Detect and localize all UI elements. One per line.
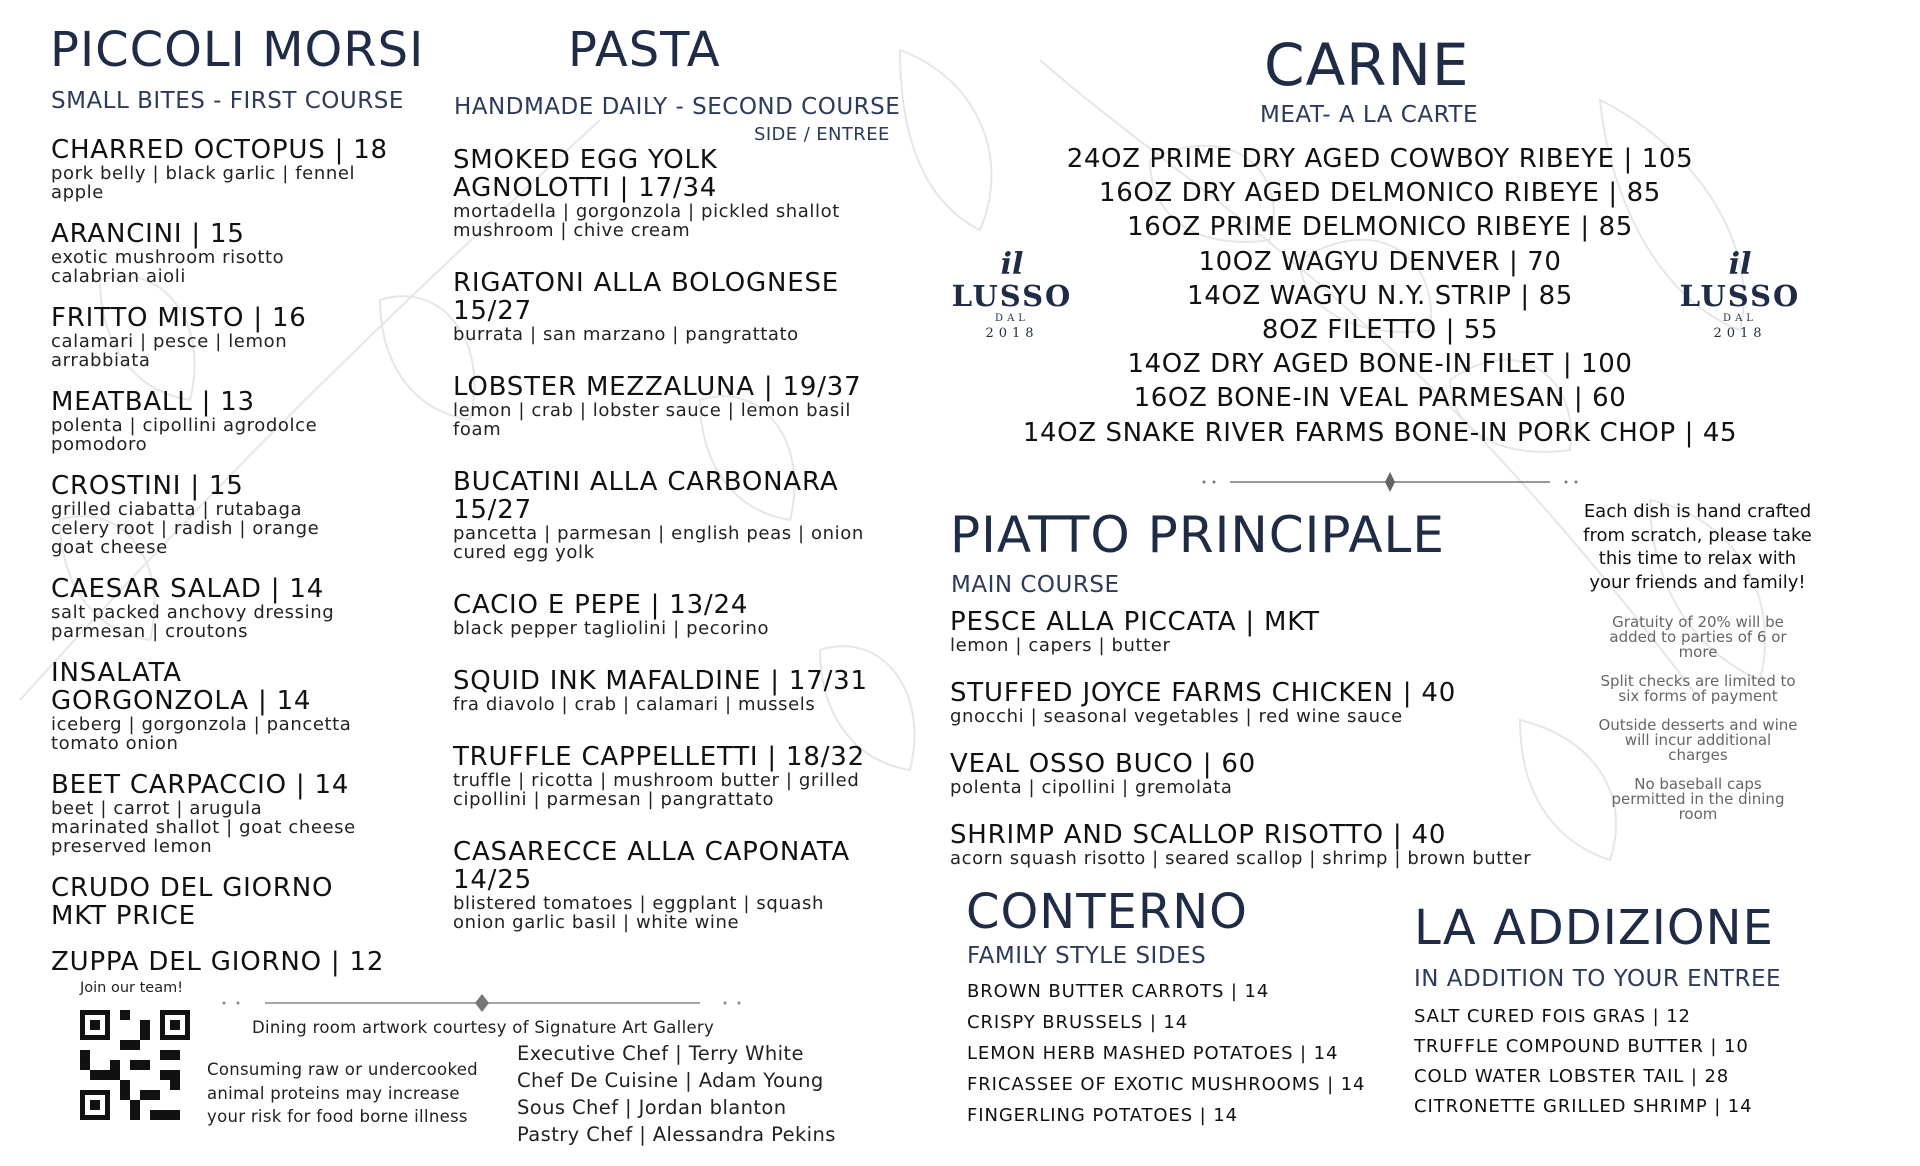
addition-item: TRUFFLE COMPOUND BUTTER | 10 — [1414, 1036, 1749, 1057]
menu-item-description: cured egg yolk — [453, 542, 595, 563]
menu-item — [51, 874, 451, 930]
menu-item-description: polenta | cipollini | gremolata — [950, 777, 1233, 798]
menu-item-description: calabrian aioli — [51, 266, 186, 287]
menu-item-name: 15/27 — [453, 495, 532, 525]
menu-item-description: calamari | pesce | lemon — [51, 331, 288, 352]
menu-item — [950, 679, 1650, 726]
logo-dal: DAL — [995, 313, 1029, 324]
menu-item-name: ZUPPA DEL GIORNO | 12 — [51, 947, 385, 977]
menu-item-description: exotic mushroom risotto — [51, 247, 285, 268]
policy-note-line: permitted in the dining — [1611, 790, 1785, 808]
menu-item-name: PESCE ALLA PICCATA | MKT — [950, 607, 1320, 637]
menu-item-description: mortadella | gorgonzola | pickled shallot — [453, 201, 840, 222]
menu-item-description: preserved lemon — [51, 836, 213, 857]
menu-item-name: CHARRED OCTOPUS | 18 — [51, 135, 388, 165]
menu-item-name: 14/25 — [453, 865, 532, 895]
staff-credit: Executive Chef | Terry White — [517, 1042, 804, 1065]
addition-item: CITRONETTE GRILLED SHRIMP | 14 — [1414, 1096, 1753, 1117]
logo-name: LUSSO — [951, 279, 1073, 313]
menu-item-name: MKT PRICE — [51, 901, 196, 931]
menu-item-name: SHRIMP AND SCALLOP RISOTTO | 40 — [950, 820, 1447, 850]
logo-dal: DAL — [1723, 313, 1757, 324]
piccoli-title: PICCOLI MORSI — [50, 22, 425, 78]
menu-item-description: parmesan | croutons — [51, 621, 249, 642]
carne-list — [980, 142, 1780, 450]
policy-note-line: Outside desserts and wine — [1598, 716, 1798, 734]
menu-item-description: goat cheese — [51, 537, 168, 558]
menu-item — [453, 468, 923, 562]
menu-item-description: polenta | cipollini agrodolce — [51, 415, 318, 436]
carne-subtitle: MEAT- A LA CARTE — [1260, 102, 1478, 128]
conterno-list — [967, 976, 1365, 1131]
carne-item: 16OZ BONE-IN VEAL PARMESAN | 60 — [1133, 383, 1627, 414]
addizione-subtitle: IN ADDITION TO YOUR ENTREE — [1414, 966, 1782, 992]
menu-item-name: RIGATONI ALLA BOLOGNESE — [453, 268, 840, 298]
menu-item-description: salt packed anchovy dressing — [51, 602, 335, 623]
menu-item-name: CASARECCE ALLA CAPONATA — [453, 837, 850, 867]
side-dish-item: FRICASSEE OF EXOTIC MUSHROOMS | 14 — [967, 1074, 1366, 1095]
side-dish-item: BROWN BUTTER CARROTS | 14 — [967, 981, 1270, 1002]
menu-item — [453, 591, 923, 638]
carne-item: 16OZ PRIME DELMONICO RIBEYE | 85 — [1127, 212, 1633, 243]
info-notes — [1570, 615, 1826, 836]
addition-item: SALT CURED FOIS GRAS | 12 — [1414, 1006, 1691, 1027]
policy-note-line: No baseball caps — [1634, 775, 1762, 793]
artwork-credit: Dining room artwork courtesy of Signature Art Gallery — [252, 1018, 715, 1037]
raw-food-warning — [207, 1058, 507, 1129]
carne-item: 16OZ DRY AGED DELMONICO RIBEYE | 85 — [1099, 178, 1661, 209]
menu-item-description: acorn squash risotto | seared scallop | shrimp | brown butter — [950, 848, 1532, 869]
staff-credits — [517, 1040, 836, 1148]
menu-item — [51, 220, 451, 286]
menu-item-description: apple — [51, 182, 104, 203]
qr-code-icon[interactable] — [80, 1010, 190, 1120]
menu-item-description: lemon | crab | lobster sauce | lemon basil — [453, 400, 851, 421]
menu-item — [51, 304, 451, 370]
carne-item: 14OZ WAGYU N.Y. STRIP | 85 — [1187, 280, 1573, 311]
logo-name: LUSSO — [1679, 279, 1801, 313]
logo-il: il — [1000, 247, 1024, 282]
side-dish-item: CRISPY BRUSSELS | 14 — [967, 1012, 1189, 1033]
menu-item-name: AGNOLOTTI | 17/34 — [453, 173, 718, 203]
conterno-subtitle: FAMILY STYLE SIDES — [967, 943, 1207, 969]
policy-note — [1570, 718, 1826, 763]
menu-item-name: STUFFED JOYCE FARMS CHICKEN | 40 — [950, 678, 1457, 708]
logo-year: 2018 — [985, 326, 1039, 341]
pasta-title: PASTA — [568, 22, 721, 78]
principale-subtitle: MAIN COURSE — [951, 572, 1120, 598]
staff-credit: Chef De Cuisine | Adam Young — [517, 1069, 824, 1092]
menu-item-name: 15/27 — [453, 296, 532, 326]
menu-item-description: onion garlic basil | white wine — [453, 912, 740, 933]
menu-item-name: CACIO E PEPE | 13/24 — [453, 590, 749, 620]
staff-credit: Pastry Chef | Alessandra Pekins — [517, 1123, 836, 1146]
menu-item-description: foam — [453, 419, 502, 440]
policy-note-line: Split checks are limited to — [1600, 672, 1796, 690]
menu-item-description: pancetta | parmesan | english peas | onion — [453, 523, 864, 544]
carne-item: 24OZ PRIME DRY AGED COWBOY RIBEYE | 105 — [1066, 144, 1694, 174]
menu-item — [51, 472, 451, 557]
policy-note-line: more — [1678, 643, 1718, 661]
piccoli-list — [51, 136, 451, 994]
menu-item-description: black pepper tagliolini | pecorino — [453, 618, 770, 639]
carne-item: 10OZ WAGYU DENVER | 70 — [1198, 246, 1562, 277]
menu-item-name: CAESAR SALAD | 14 — [51, 574, 325, 604]
menu-item — [453, 667, 923, 714]
side-dish-item: FINGERLING POTATOES | 14 — [967, 1105, 1238, 1126]
piccoli-subtitle: SMALL BITES - FIRST COURSE — [51, 88, 404, 114]
menu-item-name: TRUFFLE CAPPELLETTI | 18/32 — [453, 742, 865, 772]
menu-item-description: fra diavolo | crab | calamari | mussels — [453, 694, 816, 715]
pasta-subtitle: HANDMADE DAILY - SECOND COURSE — [454, 94, 901, 120]
carne-item: 14OZ SNAKE RIVER FARMS BONE-IN PORK CHOP | 45 — [1022, 417, 1738, 448]
policy-note-line: six forms of payment — [1618, 687, 1778, 705]
carne-item: 8OZ FILETTO | 55 — [1261, 315, 1499, 346]
policy-note-line: Gratuity of 20% will be — [1612, 613, 1784, 631]
menu-item-description: lemon | capers | butter — [950, 635, 1171, 656]
menu-item-name: SQUID INK MAFALDINE | 17/31 — [453, 666, 868, 696]
menu-item — [453, 743, 923, 809]
menu-item-description: truffle | ricotta | mushroom butter | grilled — [453, 770, 860, 791]
info-message — [1560, 500, 1835, 594]
lusso-logo-right — [1672, 247, 1808, 342]
pasta-subnote: SIDE / ENTREE — [754, 124, 890, 145]
info-message-line: from scratch, please take — [1583, 524, 1812, 546]
policy-note — [1570, 674, 1826, 704]
menu-item-description: cipollini | parmesan | pangrattato — [453, 789, 775, 810]
menu-item — [51, 388, 451, 454]
policy-note-line: added to parties of 6 or — [1609, 628, 1787, 646]
menu-item-name: LOBSTER MEZZALUNA | 19/37 — [453, 372, 862, 402]
menu-item-name: BUCATINI ALLA CARBONARA — [453, 467, 839, 497]
menu-item — [453, 269, 923, 344]
carne-title: CARNE — [1264, 31, 1470, 99]
menu-item-description: beet | carrot | arugula — [51, 798, 263, 819]
logo-year: 2018 — [1713, 326, 1767, 341]
carne-item: 14OZ DRY AGED BONE-IN FILET | 100 — [1127, 349, 1633, 380]
menu-item — [51, 948, 451, 976]
principale-title: PIATTO PRINCIPALE — [950, 506, 1445, 564]
staff-credit: Sous Chef | Jordan blanton — [517, 1096, 787, 1119]
lusso-logo-left — [944, 247, 1080, 342]
info-message-line: your friends and family! — [1589, 571, 1806, 593]
menu-item — [453, 838, 923, 932]
menu-item-name: FRITTO MISTO | 16 — [51, 303, 307, 333]
divider-ornament — [1200, 470, 1580, 494]
menu-item — [51, 575, 451, 641]
menu-item-description: celery root | radish | orange — [51, 518, 320, 539]
info-message-line: this time to relax with — [1598, 548, 1797, 569]
menu-item-description: burrata | san marzano | pangrattato — [453, 324, 799, 345]
menu-item-description: blistered tomatoes | eggplant | squash — [453, 893, 825, 914]
menu-item-name: MEATBALL | 13 — [51, 387, 255, 417]
warning-line: animal proteins may increase — [207, 1083, 460, 1103]
menu-item-description: iceberg | gorgonzola | pancetta — [51, 714, 352, 735]
addizione-list — [1414, 1002, 1753, 1122]
menu-item — [950, 750, 1650, 797]
menu-item-name: CRUDO DEL GIORNO — [51, 873, 334, 903]
menu-item-description: marinated shallot | goat cheese — [51, 817, 356, 838]
side-dish-item: LEMON HERB MASHED POTATOES | 14 — [967, 1043, 1339, 1064]
policy-note-line: will incur additional — [1624, 731, 1772, 749]
menu-item-name: GORGONZOLA | 14 — [51, 686, 312, 716]
menu-item-description: grilled ciabatta | rutabaga — [51, 499, 303, 520]
menu-item-description: pomodoro — [51, 434, 148, 455]
conterno-title: CONTERNO — [966, 884, 1248, 940]
menu-item — [51, 659, 451, 753]
menu-item-name: BEET CARPACCIO | 14 — [51, 770, 350, 800]
info-message-line: Each dish is hand crafted — [1583, 501, 1812, 522]
menu-item — [453, 373, 923, 439]
policy-note — [1570, 615, 1826, 660]
menu-item-name: CROSTINI | 15 — [51, 471, 244, 501]
policy-note-line: charges — [1668, 746, 1728, 764]
warning-line: your risk for food borne illness — [207, 1107, 468, 1126]
menu-item-description: arrabbiata — [51, 350, 151, 371]
menu-item-description: tomato onion — [51, 733, 179, 754]
menu-item-name: VEAL OSSO BUCO | 60 — [950, 749, 1257, 779]
menu-item-name: SMOKED EGG YOLK — [453, 145, 718, 175]
menu-item-description: pork belly | black garlic | fennel — [51, 163, 356, 184]
pasta-list — [453, 146, 923, 961]
menu-item — [51, 771, 451, 856]
menu-item — [51, 136, 451, 202]
join-team-label: Join our team! — [80, 980, 184, 996]
principale-list — [950, 608, 1650, 892]
footer-divider-ornament — [220, 992, 745, 1014]
menu-item-name: INSALATA — [51, 658, 182, 688]
addizione-title: LA ADDIZIONE — [1414, 900, 1774, 956]
warning-line: Consuming raw or undercooked — [207, 1060, 478, 1079]
menu-item-description: mushroom | chive cream — [453, 220, 691, 241]
logo-il: il — [1728, 247, 1752, 282]
addition-item: COLD WATER LOBSTER TAIL | 28 — [1414, 1066, 1730, 1087]
menu-item — [950, 821, 1650, 868]
menu-item — [453, 146, 923, 240]
menu-item-description: gnocchi | seasonal vegetables | red wine sauce — [950, 706, 1403, 727]
menu-item-name: ARANCINI | 15 — [51, 219, 245, 249]
policy-note-line: room — [1678, 805, 1718, 823]
menu-item — [950, 608, 1650, 655]
policy-note — [1570, 777, 1826, 822]
